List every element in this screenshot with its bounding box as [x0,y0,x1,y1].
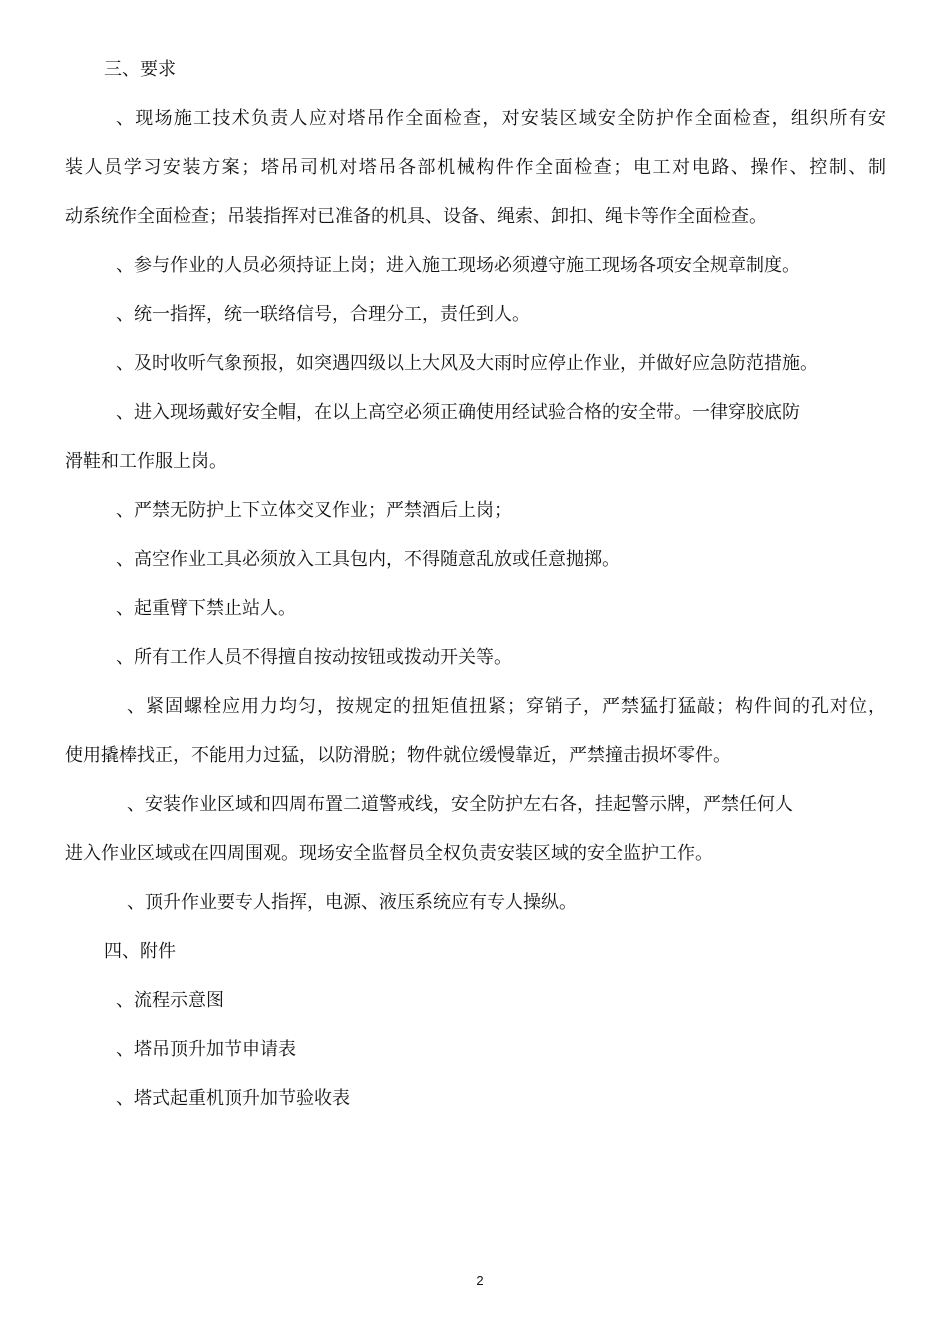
page-number: 2 [476,1273,484,1288]
attachment-1: 、流程示意图 [116,990,224,1011]
requirement-1-line-2: 装人员学习安装方案；塔吊司机对塔吊各部机械构件作全面检查；电工对电路、操作、控制、制 [65,157,886,178]
requirement-10-line-2: 使用撬棒找正，不能用力过猛，以防滑脱；物件就位缓慢靠近，严禁撞击损坏零件。 [65,745,731,766]
requirement-11-line-2: 进入作业区域或在四周围观。现场安全监督员全权负责安装区域的安全监护工作。 [65,843,713,864]
requirement-5-line-2: 滑鞋和工作服上岗。 [65,451,227,472]
requirement-3: 、统一指挥，统一联络信号，合理分工，责任到人。 [116,304,530,325]
requirement-10-line-1: 、紧固螺栓应用力均匀，按规定的扭矩值扭紧；穿销子，严禁猛打猛敲；构件间的孔对位， [127,696,886,717]
requirement-1-line-3: 动系统作全面检查；吊装指挥对已准备的机具、设备、绳索、卸扣、绳卡等作全面检查。 [65,206,767,227]
requirement-4: 、及时收听气象预报，如突遇四级以上大风及大雨时应停止作业，并做好应急防范措施。 [116,353,818,374]
requirement-11-line-1: 、安装作业区域和四周布置二道警戒线，安全防护左右各，挂起警示牌，严禁任何人 [127,794,793,815]
section-heading-requirements: 三、要求 [104,59,176,80]
requirement-1-line-1: 、现场施工技术负责人应对塔吊作全面检查，对安装区域安全防护作全面检查，组织所有安 [116,108,886,129]
requirement-8: 、起重臂下禁止站人。 [116,598,296,619]
attachment-2: 、塔吊顶升加节申请表 [116,1039,296,1060]
requirement-12: 、顶升作业要专人指挥，电源、液压系统应有专人操纵。 [127,892,577,913]
requirement-9: 、所有工作人员不得擅自按动按钮或拨动开关等。 [116,647,512,668]
attachment-3: 、塔式起重机顶升加节验收表 [116,1088,350,1109]
section-heading-attachments: 四、附件 [104,941,176,962]
requirement-7: 、高空作业工具必须放入工具包内，不得随意乱放或任意抛掷。 [116,549,620,570]
requirement-2: 、参与作业的人员必须持证上岗；进入施工现场必须遵守施工现场各项安全规章制度。 [116,255,800,276]
requirement-5-line-1: 、进入现场戴好安全帽，在以上高空必须正确使用经试验合格的安全带。一律穿胶底防 [116,402,800,423]
requirement-6: 、严禁无防护上下立体交叉作业；严禁酒后上岗； [116,500,512,521]
